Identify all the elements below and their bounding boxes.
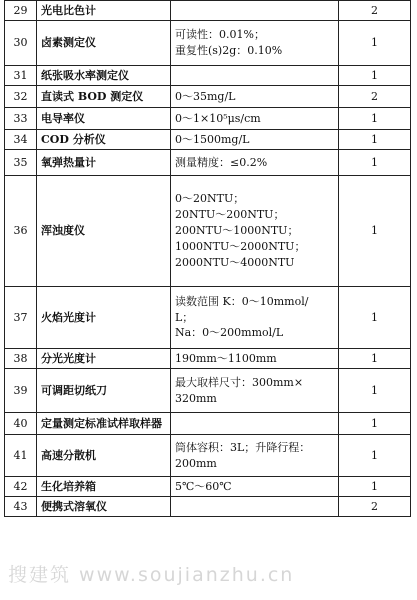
instrument-name: 分光光度计 [37, 349, 171, 369]
specification-line: L； [175, 310, 194, 324]
row-number: 34 [5, 130, 37, 150]
specification-cell [171, 176, 339, 287]
specification-line: 筒体容积：3L；升降行程： [175, 440, 311, 454]
instrument-name: 生化培养箱 [37, 477, 171, 497]
specification-line: 200NTU～1000NTU； [175, 224, 299, 238]
row-number: 33 [5, 108, 37, 130]
instrument-name: 氧弹热量计 [37, 150, 171, 176]
specification-cell [171, 477, 339, 497]
row-number: 43 [5, 497, 37, 517]
row-number: 31 [5, 66, 37, 86]
table-row [5, 86, 411, 108]
specification-cell [171, 435, 339, 477]
instrument-name: 便携式溶氧仪 [37, 497, 171, 517]
table-row [5, 349, 411, 369]
table-row [5, 21, 411, 66]
specification-cell [171, 108, 339, 130]
table-row [5, 150, 411, 176]
quantity: 1 [339, 349, 411, 369]
row-number: 39 [5, 369, 37, 413]
specification-cell [171, 413, 339, 435]
quantity: 1 [339, 287, 411, 349]
row-number: 36 [5, 176, 37, 287]
table-row [5, 176, 411, 287]
specification-line: 200mm [175, 456, 217, 470]
specification-line: 重复性(s)2g：0.10% [175, 44, 283, 57]
quantity: 1 [339, 413, 411, 435]
instrument-name: 高速分散机 [37, 435, 171, 477]
row-number: 40 [5, 413, 37, 435]
instrument-name: 火焰光度计 [37, 287, 171, 349]
specification-cell [171, 369, 339, 413]
specification-line: 0～20NTU； [175, 192, 245, 206]
specification-line: 20NTU～200NTU； [175, 208, 285, 222]
quantity: 1 [339, 369, 411, 413]
quantity: 1 [339, 108, 411, 130]
specification-line: 2000NTU～4000NTU [175, 255, 295, 269]
instrument-name: 直读式 BOD 测定仪 [37, 86, 171, 108]
quantity: 2 [339, 86, 411, 108]
quantity: 2 [339, 1, 411, 21]
specification-line: 0～35mg/L [175, 89, 236, 103]
equipment-table [4, 0, 411, 517]
specification-line: 1000NTU～2000NTU； [175, 239, 306, 253]
table-row [5, 130, 411, 150]
table-row [5, 1, 411, 21]
row-number: 41 [5, 435, 37, 477]
instrument-name: COD 分析仪 [37, 130, 171, 150]
table-row [5, 497, 411, 517]
row-number: 30 [5, 21, 37, 66]
quantity: 1 [339, 176, 411, 287]
quantity: 1 [339, 21, 411, 66]
table-row [5, 477, 411, 497]
specification-cell [171, 150, 339, 176]
instrument-name: 浑浊度仪 [37, 176, 171, 287]
row-number: 37 [5, 287, 37, 349]
table-row [5, 435, 411, 477]
specification-line: 320mm [175, 391, 217, 405]
specification-line: 测量精度：≤0.2% [175, 155, 268, 169]
specification-line: 190mm～1100mm [175, 351, 277, 365]
specification-line: Na：0～200mmol/L [175, 326, 284, 340]
instrument-name: 光电比色计 [37, 1, 171, 21]
specification-cell [171, 86, 339, 108]
quantity: 1 [339, 435, 411, 477]
table-row [5, 287, 411, 349]
instrument-name: 卤素测定仪 [37, 21, 171, 66]
specification-line: 最大取样尺寸：300mm× [175, 375, 304, 389]
row-number: 42 [5, 477, 37, 497]
specification-line: 读数范围 K：0～10mmol/ [175, 294, 309, 308]
specification-cell [171, 1, 339, 21]
specification-line: 可读性：0.01%； [175, 28, 265, 42]
instrument-name: 纸张吸水率测定仪 [37, 66, 171, 86]
instrument-name: 可调距切纸刀 [37, 369, 171, 413]
specification-cell [171, 66, 339, 86]
watermark: 搜建筑 www.soujianzhu.cn [8, 564, 295, 586]
specification-cell [171, 287, 339, 349]
row-number: 38 [5, 349, 37, 369]
quantity: 1 [339, 150, 411, 176]
table-row [5, 369, 411, 413]
table-row [5, 108, 411, 130]
table-row [5, 66, 411, 86]
quantity: 1 [339, 66, 411, 86]
instrument-name: 电导率仪 [37, 108, 171, 130]
instrument-name: 定量测定标准试样取样器 [37, 413, 171, 435]
quantity: 1 [339, 477, 411, 497]
row-number: 29 [5, 1, 37, 21]
specification-line: 0～1500mg/L [175, 132, 250, 146]
quantity: 1 [339, 130, 411, 150]
specification-line: 0～1×10⁵μs/cm [175, 111, 261, 125]
equipment-table-body [5, 1, 411, 517]
specification-cell [171, 130, 339, 150]
specification-cell [171, 21, 339, 66]
quantity: 2 [339, 497, 411, 517]
specification-cell [171, 497, 339, 517]
row-number: 32 [5, 86, 37, 108]
table-row [5, 413, 411, 435]
row-number: 35 [5, 150, 37, 176]
specification-cell [171, 349, 339, 369]
specification-line: 5℃～60℃ [175, 479, 232, 493]
